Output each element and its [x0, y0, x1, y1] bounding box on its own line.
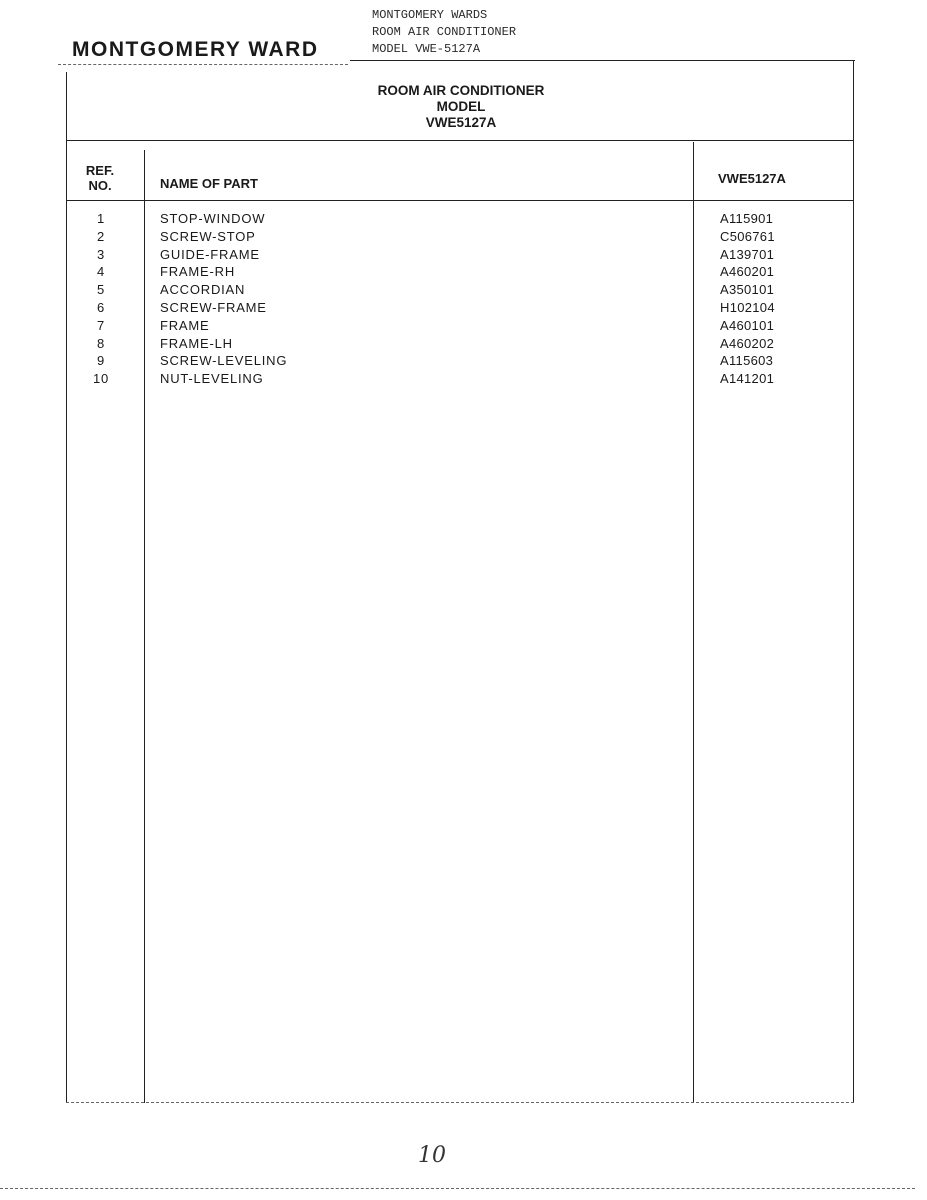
table-row	[0, 229, 927, 247]
page-bottom-line	[0, 1188, 915, 1189]
part-number: A115603	[720, 353, 774, 369]
ref-no: 1	[96, 211, 106, 226]
header-divider	[66, 140, 854, 141]
frame-bottom-line	[66, 1102, 854, 1103]
table-row	[0, 247, 927, 265]
ref-no: 3	[96, 246, 106, 262]
part-number: A460201	[720, 264, 775, 280]
ref-header-line: REF.	[85, 163, 115, 178]
ref-no-header	[72, 163, 128, 193]
part-number: A350101	[720, 282, 775, 298]
part-number: A115901	[720, 211, 774, 226]
name-of-part-header: NAME OF PART	[160, 176, 258, 191]
part-name: NUT-LEVELING	[160, 371, 264, 387]
part-number: A141201	[720, 371, 775, 387]
table-row	[0, 336, 927, 354]
part-number: H102104	[720, 299, 775, 315]
ref-no: 4	[96, 264, 106, 280]
brand-title: MONTGOMERY WARD	[72, 38, 319, 61]
table-title-line: MODEL	[436, 99, 486, 114]
part-number: C506761	[720, 228, 775, 244]
part-name: ACCORDIAN	[160, 282, 246, 298]
table-title-line: VWE5127A	[425, 115, 497, 130]
column-header-divider	[66, 200, 854, 201]
typed-note	[372, 7, 516, 58]
table-row	[0, 300, 927, 318]
parts-list	[0, 211, 927, 389]
typed-note-line: MODEL VWE-5127A	[372, 42, 481, 56]
part-number: A139701	[720, 246, 775, 262]
part-name: SCREW-LEVELING	[160, 353, 288, 369]
table-row	[0, 282, 927, 300]
typed-note-line: MONTGOMERY WARDS	[372, 8, 488, 22]
part-name: FRAME	[160, 317, 210, 333]
table-row	[0, 371, 927, 389]
table-row	[0, 318, 927, 336]
part-name: GUIDE-FRAME	[160, 246, 260, 262]
ref-no: 10	[92, 371, 110, 387]
part-name: STOP-WINDOW	[160, 211, 266, 226]
typed-note-line: ROOM AIR CONDITIONER	[372, 25, 517, 39]
frame-top-line	[350, 60, 855, 61]
table-row	[0, 353, 927, 371]
ref-no: 5	[96, 282, 106, 298]
ref-header-line: NO.	[88, 178, 112, 193]
brand-underline	[58, 64, 348, 65]
ref-no: 6	[96, 299, 106, 315]
handwritten-page-mark: 10	[418, 1143, 446, 1168]
part-number: A460202	[720, 335, 775, 351]
ref-no: 9	[96, 353, 106, 369]
table-title	[68, 83, 854, 131]
ref-no: 7	[96, 317, 106, 333]
part-name: FRAME-LH	[160, 335, 233, 351]
part-name: FRAME-RH	[160, 264, 236, 280]
part-name: SCREW-FRAME	[160, 299, 267, 315]
table-row	[0, 211, 927, 229]
part-name: SCREW-STOP	[160, 228, 256, 244]
table-title-line: ROOM AIR CONDITIONER	[377, 83, 545, 98]
ref-no: 2	[96, 228, 106, 244]
part-number: A460101	[720, 317, 775, 333]
table-row	[0, 264, 927, 282]
ref-no: 8	[96, 335, 106, 351]
model-column-header: VWE5127A	[718, 171, 786, 186]
